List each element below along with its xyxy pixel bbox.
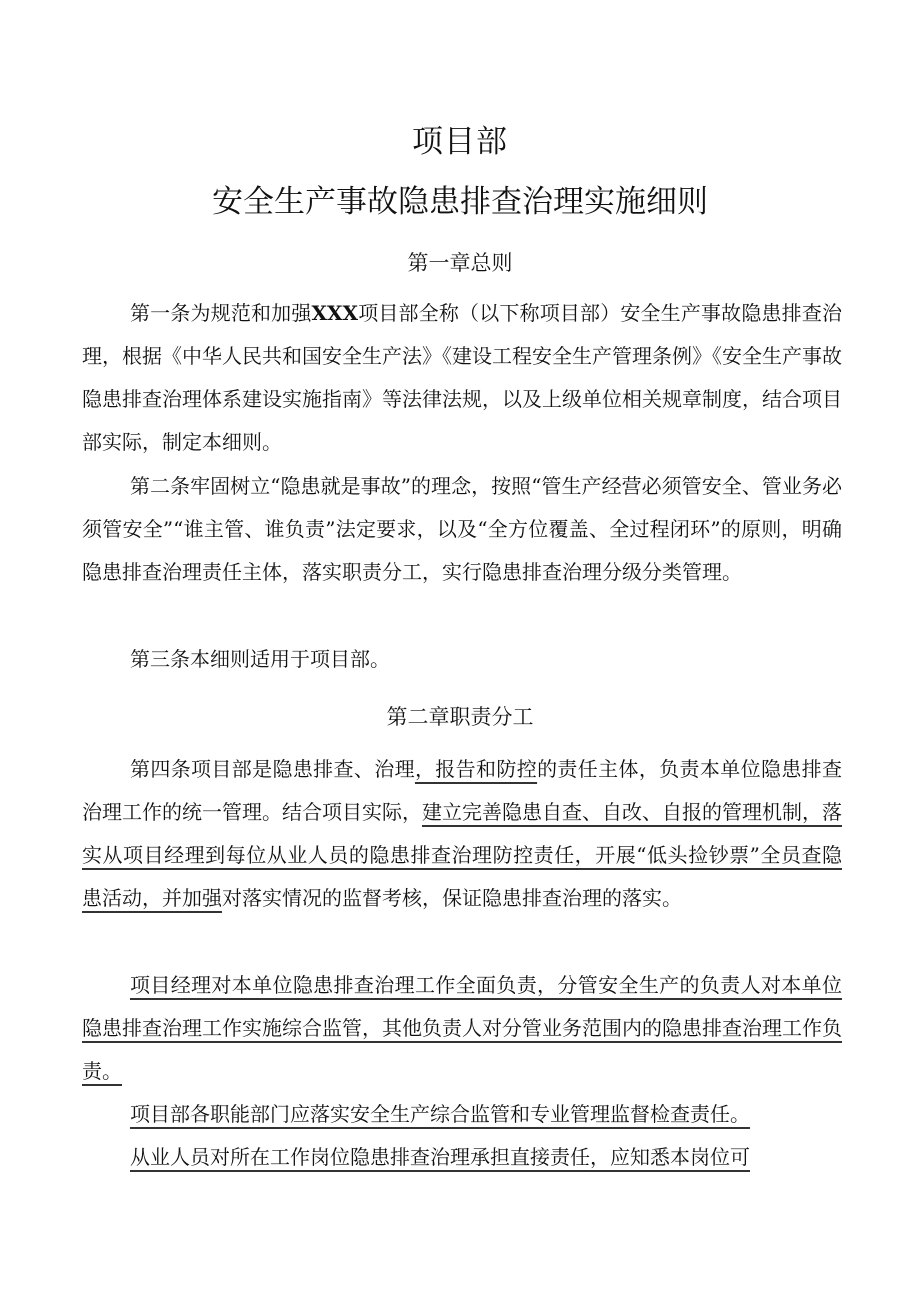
article-1-text-b: 项目部全称（以下称项目部）安全生产事故隐患排查治理，根据《中华人民共和国安全生产法》《建设工程安全生产管理条例》《安全生产事故隐患排查治理体系建设实施指南》等法律法规，以及上级单位相关规章制度，结合项目部实际，制定本细则。 bbox=[82, 301, 843, 454]
paragraph-project-manager-text: 项目经理对本单位隐患排查治理工作全面负责，分管安全生产的负责人对本单位隐患排查治理工作实施综合监管，其他负责人对分管业务范围内的隐患排查治理工作负责。 bbox=[82, 973, 842, 1083]
article-3: 第三条本细则适用于项目部。 bbox=[130, 647, 390, 671]
paragraph-employees bbox=[82, 1136, 842, 1179]
article-1-text-a: 第一条为规范和加强 bbox=[130, 301, 312, 325]
article-2: 第二条牢固树立“隐患就是事故”的理念，按照“管生产经营必须管安全、管业务必须管安全”“谁主管、谁负责”法定要求，以及“全方位覆盖、全过程闭环”的原则，明确隐患排查治理责任主体，落实职责分工，实行隐患排查治理分级分类管理。 bbox=[82, 474, 842, 584]
paragraph-departments-text: 项目部各职能部门应落实安全生产综合监管和专业管理监督检查责任。 bbox=[130, 1102, 750, 1126]
document-title-line1: 项目部 bbox=[412, 124, 508, 160]
paragraph-employees-text: 从业人员对所在工作岗位隐患排查治理承担直接责任，应知悉本岗位可 bbox=[130, 1145, 750, 1169]
article-4 bbox=[82, 748, 842, 920]
chapter-heading-2: 第二章职责分工 bbox=[386, 705, 534, 729]
article-4-text-c: 对落实情况的监督考核，保证隐患排查治理的落实。 bbox=[222, 886, 682, 910]
article-4-underlined-a: ，报告和防控 bbox=[414, 757, 538, 781]
chapter-heading-1: 第一章总则 bbox=[407, 251, 513, 275]
article-4-text-b: 的责任主体，负责本单位隐患排查治理工作的统一管理。结合项目实际， bbox=[82, 757, 843, 824]
document-title-line2: 安全生产事故隐患排查治理实施细则 bbox=[212, 184, 708, 220]
article-1-project-name: XXX bbox=[311, 301, 359, 325]
article-4-underlined-b: 建立完善隐患自查、自改、自报的管理机制，落实从项目经理到每位从业人员的隐患排查治理防控责任，开展“低头捡钞票”全员查隐患活动，并加强 bbox=[82, 800, 842, 910]
article-4-text-a: 第四条项目部是隐患排查、治理 bbox=[130, 757, 415, 781]
paragraph-departments bbox=[82, 1093, 842, 1136]
paragraph-project-manager bbox=[82, 964, 842, 1093]
article-1 bbox=[82, 292, 842, 464]
